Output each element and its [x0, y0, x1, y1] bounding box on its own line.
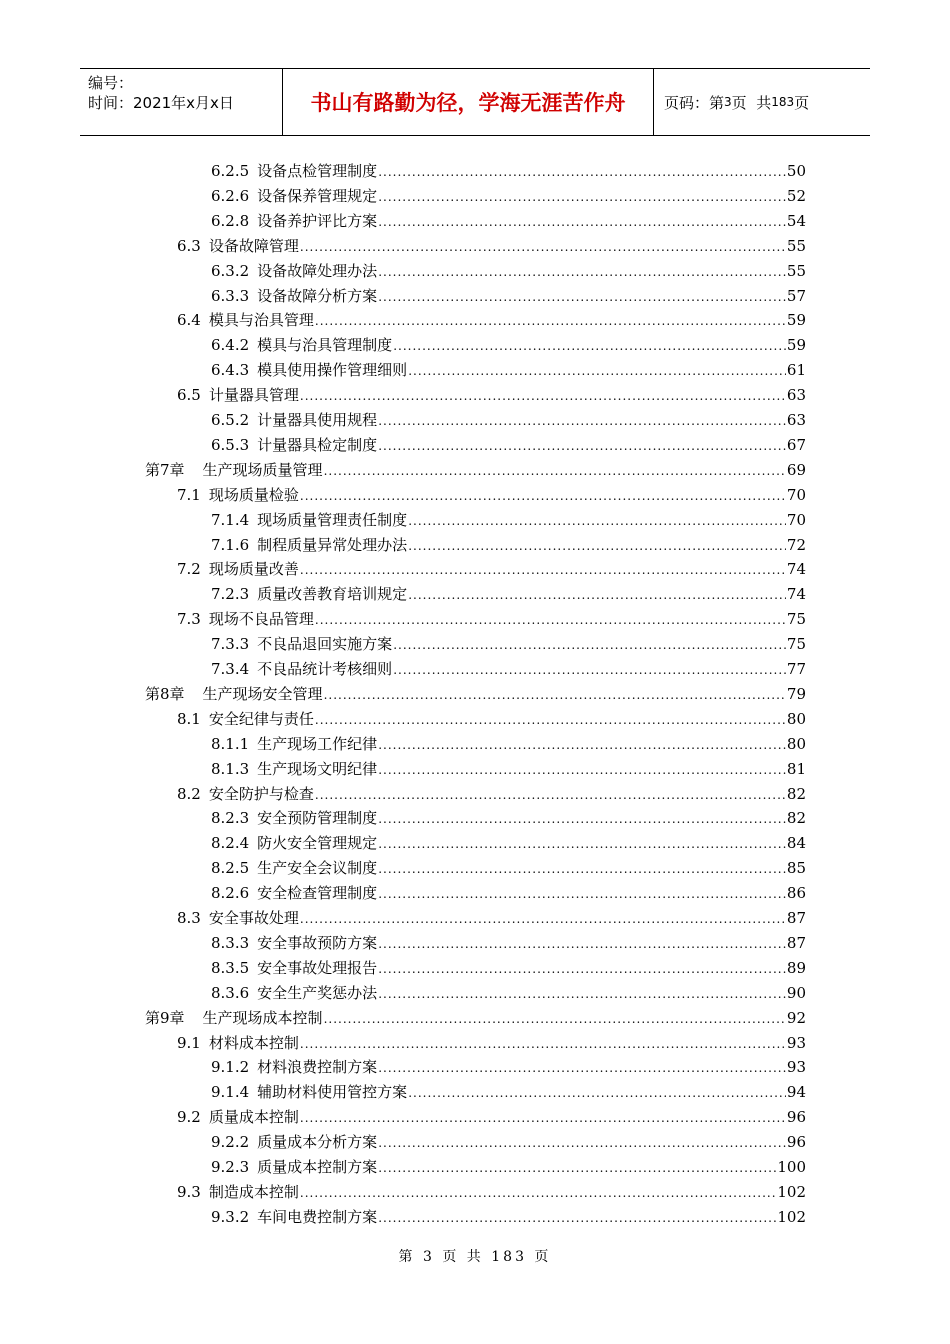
toc-entry[interactable]	[211, 856, 806, 880]
toc-entry-number: 6.2.8	[211, 212, 250, 230]
toc-entry-page: 70	[786, 486, 806, 504]
toc-entry-number: 7.1.6	[211, 536, 250, 554]
toc-entry-number: 第7章	[145, 461, 185, 479]
toc-leader-dots	[408, 583, 786, 607]
toc-entry-number: 8.3	[177, 909, 201, 927]
toc-leader-dots	[408, 359, 786, 383]
toc-entry-number: 9.3.2	[211, 1208, 250, 1226]
toc-entry[interactable]	[211, 508, 806, 532]
toc-leader-dots	[378, 758, 786, 782]
toc-entry-number: 8.1.3	[211, 760, 250, 778]
toc-entry-number: 8.2.6	[211, 884, 250, 902]
toc-entry-number: 6.3.2	[211, 262, 250, 280]
toc-entry[interactable]	[211, 184, 806, 208]
toc-entry[interactable]	[211, 533, 806, 557]
toc-entry[interactable]	[177, 1180, 806, 1204]
toc-leader-dots	[378, 733, 786, 757]
toc-entry-page: 82	[786, 785, 806, 803]
page-footer: 第 3 页 共 183 页	[398, 1249, 552, 1265]
toc-entry-page: 75	[786, 610, 806, 628]
page-current: 3	[724, 95, 732, 109]
toc-leader-dots	[408, 534, 786, 558]
toc-entry-title: 安全防护与检查	[208, 785, 314, 803]
toc-entry-page: 93	[786, 1034, 806, 1052]
toc-entry-page: 86	[786, 884, 806, 902]
toc-entry[interactable]	[177, 308, 806, 332]
toc-entry-number: 6.5.3	[211, 436, 250, 454]
toc-entry-title: 现场质量检验	[208, 486, 299, 504]
toc-leader-dots	[378, 832, 786, 856]
toc-entry-page: 100	[777, 1158, 806, 1176]
toc-entry-title: 现场不良品管理	[208, 610, 314, 628]
toc-leader-dots	[315, 708, 786, 732]
toc-entry-number: 7.1	[177, 486, 201, 504]
toc-entry[interactable]	[211, 333, 806, 357]
toc-entry-page: 89	[786, 959, 806, 977]
toc-entry-title: 安全纪律与责任	[208, 710, 314, 728]
toc-entry[interactable]	[177, 782, 806, 806]
toc-entry-number: 8.2.5	[211, 859, 250, 877]
toc-entry-page: 67	[786, 436, 806, 454]
toc-entry-number: 8.1	[177, 710, 201, 728]
toc-entry-title: 生产现场成本控制	[202, 1009, 323, 1027]
toc-entry-page: 90	[786, 984, 806, 1002]
toc-entry-title: 生产现场安全管理	[202, 685, 323, 703]
toc-entry[interactable]	[177, 1105, 806, 1129]
toc-entry-title: 模具使用操作管理细则	[257, 361, 408, 379]
toc-entry-number: 8.3.6	[211, 984, 250, 1002]
toc-leader-dots	[300, 1181, 776, 1205]
toc-entry-title: 设备保养管理规定	[257, 187, 378, 205]
toc-entry-title: 辅助材料使用管控方案	[257, 1083, 408, 1101]
toc-entry[interactable]	[211, 881, 806, 905]
toc-entry[interactable]	[211, 159, 806, 183]
toc-entry[interactable]	[211, 981, 806, 1005]
toc-entry-title: 计量器具管理	[208, 386, 299, 404]
toc-leader-dots	[378, 1131, 786, 1155]
toc-entry-page: 61	[786, 361, 806, 379]
toc-entry-page: 74	[786, 585, 806, 603]
toc-entry[interactable]	[211, 209, 806, 233]
toc-entry[interactable]	[177, 483, 806, 507]
toc-entry-number: 8.3.3	[211, 934, 250, 952]
toc-entry-page: 54	[786, 212, 806, 230]
toc-entry-number: 7.2.3	[211, 585, 250, 603]
toc-entry-title: 安全预防管理制度	[257, 809, 378, 827]
toc-entry-page: 55	[786, 237, 806, 255]
toc-entry-title: 防火安全管理规定	[257, 834, 378, 852]
toc-leader-dots	[393, 658, 786, 682]
toc-entry-title: 模具与治具管理	[208, 311, 314, 329]
toc-entry[interactable]	[145, 458, 806, 482]
toc-entry[interactable]	[211, 284, 806, 308]
toc-entry-page: 70	[786, 511, 806, 529]
toc-entry-page: 50	[786, 162, 806, 180]
toc-entry-number: 9.1	[177, 1034, 201, 1052]
toc-entry[interactable]	[211, 259, 806, 283]
toc-leader-dots	[378, 982, 786, 1006]
toc-entry-number: 6.2.5	[211, 162, 250, 180]
toc-entry-page: 75	[786, 635, 806, 653]
toc-entry-number: 9.1.4	[211, 1083, 250, 1101]
toc-leader-dots	[408, 509, 786, 533]
toc-leader-dots	[378, 1156, 776, 1180]
toc-entry[interactable]	[211, 1055, 806, 1079]
toc-entry-page: 102	[777, 1183, 806, 1201]
toc-entry[interactable]	[177, 707, 806, 731]
toc-entry-page: 82	[786, 809, 806, 827]
toc-entry-page: 96	[786, 1108, 806, 1126]
toc-leader-dots	[315, 608, 786, 632]
toc-entry-page: 52	[786, 187, 806, 205]
toc-entry[interactable]	[211, 831, 806, 855]
toc-leader-dots	[378, 285, 786, 309]
toc-leader-dots	[378, 260, 786, 284]
toc-entry-title: 材料浪费控制方案	[257, 1058, 378, 1076]
toc-entry[interactable]	[177, 557, 806, 581]
toc-entry-number: 第8章	[145, 685, 185, 703]
toc-entry-title: 设备养护评比方案	[257, 212, 378, 230]
toc-entry[interactable]	[211, 632, 806, 656]
toc-entry-page: 96	[786, 1133, 806, 1151]
toc-entry-title: 制程质量异常处理办法	[257, 536, 408, 554]
toc-entry-number: 第9章	[145, 1009, 185, 1027]
toc-entry-page: 63	[786, 386, 806, 404]
toc-entry-page: 102	[777, 1208, 806, 1226]
page-total: 183	[771, 95, 795, 109]
toc-entry-title: 生产现场文明纪律	[257, 760, 378, 778]
toc-entry[interactable]	[211, 582, 806, 606]
toc-entry-number: 7.3.4	[211, 660, 250, 678]
toc-leader-dots	[300, 384, 786, 408]
toc-entry[interactable]	[177, 383, 806, 407]
toc-leader-dots	[378, 807, 786, 831]
toc-entry-title: 设备故障分析方案	[257, 287, 378, 305]
toc-leader-dots	[378, 210, 786, 234]
toc-entry-title: 不良品退回实施方案	[257, 635, 393, 653]
toc-entry-title: 生产现场质量管理	[202, 461, 323, 479]
toc-entry-title: 安全生产奖惩办法	[257, 984, 378, 1002]
toc-leader-dots	[378, 882, 786, 906]
header-motto: 书山有路勤为径，学海无涯苦作舟	[282, 69, 654, 135]
toc-leader-dots	[393, 633, 786, 657]
toc-entry-number: 8.2.4	[211, 834, 250, 852]
toc-entry-title: 制造成本控制	[208, 1183, 299, 1201]
toc-entry[interactable]	[211, 1130, 806, 1154]
toc-entry-title: 现场质量改善	[208, 560, 299, 578]
toc-entry[interactable]	[211, 408, 806, 432]
toc-entry[interactable]	[211, 732, 806, 756]
toc-entry-page: 80	[786, 735, 806, 753]
toc-entry-number: 7.2	[177, 560, 201, 578]
toc-entry-page: 55	[786, 262, 806, 280]
toc-entry-number: 7.1.4	[211, 511, 250, 529]
toc-entry[interactable]	[177, 906, 806, 930]
toc-leader-dots	[378, 857, 786, 881]
toc-entry-number: 6.5.2	[211, 411, 250, 429]
toc-leader-dots	[408, 1081, 786, 1105]
toc-entry-page: 63	[786, 411, 806, 429]
page-header	[80, 68, 870, 136]
toc-leader-dots	[378, 957, 786, 981]
toc-entry-number: 8.2.3	[211, 809, 250, 827]
toc-entry-title: 安全事故处理	[208, 909, 299, 927]
page-suffix: 页	[794, 93, 810, 112]
toc-entry-title: 安全事故预防方案	[257, 934, 378, 952]
toc-entry-number: 9.1.2	[211, 1058, 250, 1076]
toc-entry[interactable]	[211, 757, 806, 781]
toc-entry-page: 85	[786, 859, 806, 877]
toc-entry-page: 57	[786, 287, 806, 305]
toc-leader-dots	[378, 160, 786, 184]
toc-entry-title: 质量改善教育培训规定	[257, 585, 408, 603]
toc-entry-title: 设备点检管理制度	[257, 162, 378, 180]
toc-entry[interactable]	[211, 1080, 806, 1104]
toc-entry-title: 生产现场工作纪律	[257, 735, 378, 753]
toc-entry[interactable]	[211, 806, 806, 830]
toc-entry-title: 计量器具使用规程	[257, 411, 378, 429]
toc-entry-number: 6.4.3	[211, 361, 250, 379]
toc-entry[interactable]	[145, 682, 806, 706]
toc-leader-dots	[315, 309, 786, 333]
toc-entry-page: 80	[786, 710, 806, 728]
toc-entry[interactable]	[145, 1006, 806, 1030]
document-time: 时间：2021年x月x日	[88, 94, 234, 112]
toc-entry-title: 计量器具检定制度	[257, 436, 378, 454]
toc-entry-number: 9.2.2	[211, 1133, 250, 1151]
toc-entry-number: 6.2.6	[211, 187, 250, 205]
toc-entry-page: 93	[786, 1058, 806, 1076]
toc-leader-dots	[378, 409, 786, 433]
toc-entry-title: 设备故障处理办法	[257, 262, 378, 280]
toc-entry-title: 安全事故处理报告	[257, 959, 378, 977]
page-mid: 页 共	[731, 93, 772, 112]
header-meta	[80, 69, 282, 135]
toc-entry-number: 8.2	[177, 785, 201, 803]
toc-entry-page: 79	[786, 685, 806, 703]
toc-entry-number: 8.1.1	[211, 735, 250, 753]
toc-entry-page: 81	[786, 760, 806, 778]
toc-entry[interactable]	[211, 657, 806, 681]
header-page-info	[654, 69, 870, 135]
toc-entry-title: 现场质量管理责任制度	[257, 511, 408, 529]
toc-entry-number: 9.2	[177, 1108, 201, 1126]
toc-entry-title: 质量成本控制方案	[257, 1158, 378, 1176]
toc-entry-number: 8.3.5	[211, 959, 250, 977]
toc-entry-page: 69	[786, 461, 806, 479]
toc-entry-page: 94	[786, 1083, 806, 1101]
toc-leader-dots	[300, 235, 786, 259]
toc-entry-page: 84	[786, 834, 806, 852]
toc-entry-page: 74	[786, 560, 806, 578]
toc-entry-page: 87	[786, 909, 806, 927]
toc-entry-number: 9.2.3	[211, 1158, 250, 1176]
toc-entry-page: 92	[786, 1009, 806, 1027]
toc-entry-number: 6.4	[177, 311, 201, 329]
toc-entry-title: 质量成本控制	[208, 1108, 299, 1126]
toc-leader-dots	[300, 558, 786, 582]
toc-entry[interactable]	[177, 234, 806, 258]
toc-entry-number: 6.3.3	[211, 287, 250, 305]
toc-entry-number: 6.3	[177, 237, 201, 255]
toc-leader-dots	[324, 1007, 786, 1031]
toc-entry[interactable]	[211, 358, 806, 382]
toc-entry-title: 材料成本控制	[208, 1034, 299, 1052]
toc-entry-title: 质量成本分析方案	[257, 1133, 378, 1151]
toc-leader-dots	[378, 932, 786, 956]
toc-entry[interactable]	[211, 433, 806, 457]
toc-entry-number: 7.3.3	[211, 635, 250, 653]
toc-leader-dots	[300, 1032, 786, 1056]
toc-entry[interactable]	[177, 607, 806, 631]
toc-entry-title: 安全检查管理制度	[257, 884, 378, 902]
toc-leader-dots	[378, 434, 786, 458]
toc-leader-dots	[378, 1206, 776, 1230]
page-prefix: 页码：第	[664, 93, 725, 112]
toc-entry-page: 87	[786, 934, 806, 952]
toc-leader-dots	[324, 459, 786, 483]
toc-entry-title: 不良品统计考核细则	[257, 660, 393, 678]
toc-leader-dots	[393, 334, 786, 358]
toc-entry-page: 77	[786, 660, 806, 678]
toc-entry-title: 模具与治具管理制度	[257, 336, 393, 354]
toc-leader-dots	[315, 783, 786, 807]
toc-leader-dots	[324, 683, 786, 707]
toc-entry-title: 设备故障管理	[208, 237, 299, 255]
toc-entry[interactable]	[177, 1031, 806, 1055]
toc-entry-page: 59	[786, 336, 806, 354]
toc-entry-number: 9.3	[177, 1183, 201, 1201]
toc-leader-dots	[300, 907, 786, 931]
toc-leader-dots	[300, 484, 786, 508]
toc-entry-number: 6.5	[177, 386, 201, 404]
toc-entry-number: 6.4.2	[211, 336, 250, 354]
toc-leader-dots	[378, 185, 786, 209]
toc-entry-title: 车间电费控制方案	[257, 1208, 378, 1226]
toc-entry-title: 生产安全会议制度	[257, 859, 378, 877]
toc-entry[interactable]	[211, 1205, 806, 1229]
toc-entry[interactable]	[211, 931, 806, 955]
toc-entry[interactable]	[211, 1155, 806, 1179]
toc-entry-page: 59	[786, 311, 806, 329]
toc-leader-dots	[378, 1056, 786, 1080]
toc-entry[interactable]	[211, 956, 806, 980]
toc-entry-page: 72	[786, 536, 806, 554]
toc-entry-number: 7.3	[177, 610, 201, 628]
toc-leader-dots	[300, 1106, 786, 1130]
document-number-label: 编号：	[88, 74, 134, 92]
